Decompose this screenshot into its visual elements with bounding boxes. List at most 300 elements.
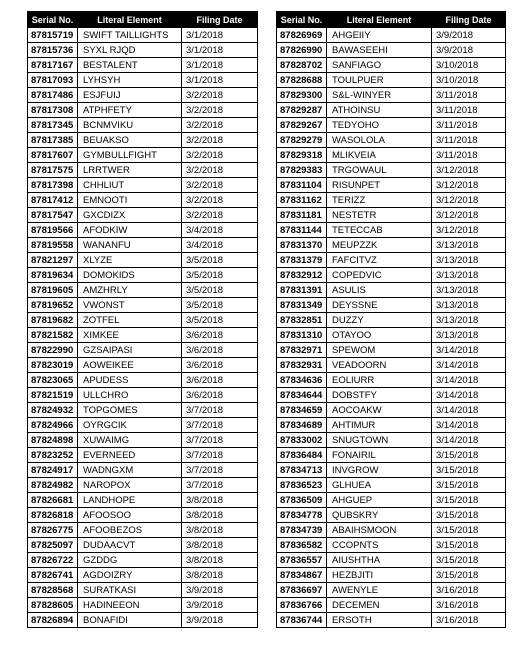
serial-number-cell: 87817575: [28, 163, 78, 178]
filing-date-cell: 3/4/2018: [182, 223, 258, 238]
filing-date-cell: 3/7/2018: [182, 448, 258, 463]
serial-number-cell: 87831349: [277, 298, 327, 313]
serial-number-cell: 87834659: [277, 403, 327, 418]
filing-date-cell: 3/14/2018: [432, 358, 506, 373]
filing-date-cell: 3/15/2018: [432, 508, 506, 523]
table-row: [28, 403, 258, 418]
serial-number-cell: 87836582: [277, 538, 327, 553]
header-row: [28, 12, 258, 28]
filing-date-cell: 3/1/2018: [182, 43, 258, 58]
literal-element-cell: NAROPOX: [78, 478, 182, 493]
table-row: [277, 238, 506, 253]
literal-element-cell: ASULIS: [327, 283, 432, 298]
serial-number-cell: 87823252: [28, 448, 78, 463]
serial-number-cell: 87817412: [28, 193, 78, 208]
serial-number-cell: 87817547: [28, 208, 78, 223]
filing-date-cell: 3/8/2018: [182, 538, 258, 553]
table-row: [28, 523, 258, 538]
literal-element-cell: MEUPZZK: [327, 238, 432, 253]
filing-date-cell: 3/16/2018: [432, 613, 506, 628]
literal-element-cell: DECEMEN: [327, 598, 432, 613]
literal-element-cell: BONAFIDI: [78, 613, 182, 628]
filing-date-cell: 3/13/2018: [432, 253, 506, 268]
filing-date-cell: 3/7/2018: [182, 463, 258, 478]
filing-date-cell: 3/7/2018: [182, 418, 258, 433]
filing-date-cell: 3/8/2018: [182, 553, 258, 568]
serial-number-cell: 87828688: [277, 73, 327, 88]
filing-date-cell: 3/15/2018: [432, 478, 506, 493]
literal-element-cell: AOWEIKEE: [78, 358, 182, 373]
serial-number-cell: 87832971: [277, 343, 327, 358]
literal-element-cell: ULLCHRO: [78, 388, 182, 403]
table-row: [277, 613, 506, 628]
serial-number-cell: 87817167: [28, 58, 78, 73]
filing-date-cell: 3/12/2018: [432, 178, 506, 193]
table-row: [277, 163, 506, 178]
filing-date-cell: 3/13/2018: [432, 313, 506, 328]
literal-element-cell: BEUAKSO: [78, 133, 182, 148]
table-row: [28, 163, 258, 178]
filing-date-cell: 3/1/2018: [182, 28, 258, 43]
table-row: [277, 418, 506, 433]
literal-element-cell: TETECCAB: [327, 223, 432, 238]
literal-element-cell: AHTIMUR: [327, 418, 432, 433]
serial-number-cell: 87828702: [277, 58, 327, 73]
literal-element-cell: TOULPUER: [327, 73, 432, 88]
literal-element-cell: AGDOIZRY: [78, 568, 182, 583]
serial-number-cell: 87831104: [277, 178, 327, 193]
table-row: [277, 73, 506, 88]
literal-element-cell: GYMBULLFIGHT: [78, 148, 182, 163]
serial-number-cell: 87831144: [277, 223, 327, 238]
literal-element-cell: RISUNPET: [327, 178, 432, 193]
header-serial: Serial No.: [277, 12, 327, 28]
serial-number-cell: 87826741: [28, 568, 78, 583]
filing-date-cell: 3/15/2018: [432, 538, 506, 553]
table-row: [28, 193, 258, 208]
filing-date-cell: 3/12/2018: [432, 163, 506, 178]
serial-number-cell: 87817607: [28, 148, 78, 163]
header-element: Literal Element: [78, 12, 182, 28]
table-body: [277, 28, 506, 628]
table-row: [28, 43, 258, 58]
serial-number-cell: 87817308: [28, 103, 78, 118]
filing-date-cell: 3/15/2018: [432, 523, 506, 538]
table-row: [28, 208, 258, 223]
table-row: [277, 223, 506, 238]
serial-number-cell: 87823065: [28, 373, 78, 388]
table-row: [277, 568, 506, 583]
table-row: [277, 583, 506, 598]
literal-element-cell: BAWASEEHI: [327, 43, 432, 58]
table-row: [277, 508, 506, 523]
literal-element-cell: GZSAIPASI: [78, 343, 182, 358]
serial-number-cell: 87831370: [277, 238, 327, 253]
serial-number-cell: 87836744: [277, 613, 327, 628]
filing-date-cell: 3/12/2018: [432, 208, 506, 223]
literal-element-cell: VEADOORN: [327, 358, 432, 373]
literal-element-cell: AFOOBEZOS: [78, 523, 182, 538]
filing-date-cell: 3/15/2018: [432, 448, 506, 463]
serial-number-cell: 87819682: [28, 313, 78, 328]
serial-number-cell: 87824982: [28, 478, 78, 493]
table-row: [277, 88, 506, 103]
serial-number-cell: 87819605: [28, 283, 78, 298]
serial-number-cell: 87836697: [277, 583, 327, 598]
literal-element-cell: SWIFT TAILLIGHTS: [78, 28, 182, 43]
filing-date-cell: 3/5/2018: [182, 268, 258, 283]
filing-date-cell: 3/4/2018: [182, 238, 258, 253]
serial-number-cell: 87833002: [277, 433, 327, 448]
literal-element-cell: ATPHFETY: [78, 103, 182, 118]
filing-date-cell: 3/11/2018: [432, 133, 506, 148]
table-row: [277, 433, 506, 448]
serial-number-cell: 87826818: [28, 508, 78, 523]
literal-element-cell: XUWAIMG: [78, 433, 182, 448]
table-row: [28, 223, 258, 238]
serial-number-cell: 87834739: [277, 523, 327, 538]
table-row: [277, 193, 506, 208]
literal-element-cell: S&L-WINYER: [327, 88, 432, 103]
filing-date-cell: 3/5/2018: [182, 253, 258, 268]
filing-date-cell: 3/13/2018: [432, 298, 506, 313]
table-row: [277, 448, 506, 463]
serial-number-cell: 87829287: [277, 103, 327, 118]
filing-date-cell: 3/13/2018: [432, 268, 506, 283]
table-row: [277, 358, 506, 373]
literal-element-cell: DEYSSNE: [327, 298, 432, 313]
table-row: [28, 313, 258, 328]
filing-date-cell: 3/2/2018: [182, 193, 258, 208]
literal-element-cell: AFOOSOO: [78, 508, 182, 523]
table-row: [28, 88, 258, 103]
filing-date-cell: 3/8/2018: [182, 508, 258, 523]
header-row: [277, 12, 506, 28]
serial-number-cell: 87819566: [28, 223, 78, 238]
filing-date-cell: 3/12/2018: [432, 223, 506, 238]
serial-number-cell: 87834713: [277, 463, 327, 478]
table-row: [28, 553, 258, 568]
table-row: [277, 253, 506, 268]
table-row: [28, 358, 258, 373]
filing-date-cell: 3/7/2018: [182, 478, 258, 493]
literal-element-cell: DUDAACVT: [78, 538, 182, 553]
literal-element-cell: SANFIAGO: [327, 58, 432, 73]
serial-number-cell: 87826722: [28, 553, 78, 568]
filing-date-cell: 3/11/2018: [432, 118, 506, 133]
table-row: [28, 28, 258, 43]
filing-date-cell: 3/8/2018: [182, 568, 258, 583]
literal-element-cell: NESTETR: [327, 208, 432, 223]
table-row: [28, 238, 258, 253]
serial-number-cell: 87832912: [277, 268, 327, 283]
literal-element-cell: BCNMVIKU: [78, 118, 182, 133]
literal-element-cell: LYHSYH: [78, 73, 182, 88]
serial-number-cell: 87817093: [28, 73, 78, 88]
serial-number-cell: 87829318: [277, 148, 327, 163]
serial-number-cell: 87826775: [28, 523, 78, 538]
filing-date-cell: 3/11/2018: [432, 88, 506, 103]
serial-number-cell: 87834778: [277, 508, 327, 523]
table-row: [28, 493, 258, 508]
filing-date-cell: 3/9/2018: [182, 598, 258, 613]
filing-date-cell: 3/14/2018: [432, 403, 506, 418]
literal-element-cell: DOBSTFY: [327, 388, 432, 403]
table-row: [28, 448, 258, 463]
literal-element-cell: AFODKIW: [78, 223, 182, 238]
filing-date-cell: 3/15/2018: [432, 463, 506, 478]
filing-date-cell: 3/2/2018: [182, 118, 258, 133]
serial-number-cell: 87817486: [28, 88, 78, 103]
table-row: [277, 343, 506, 358]
literal-element-cell: EOLIURR: [327, 373, 432, 388]
table-row: [28, 478, 258, 493]
table-row: [28, 508, 258, 523]
literal-element-cell: CHHLIUT: [78, 178, 182, 193]
filing-date-cell: 3/9/2018: [432, 28, 506, 43]
literal-element-cell: GXCDIZX: [78, 208, 182, 223]
serial-number-cell: 87823019: [28, 358, 78, 373]
filing-date-cell: 3/11/2018: [432, 103, 506, 118]
table-row: [277, 43, 506, 58]
literal-element-cell: QUBSKRY: [327, 508, 432, 523]
table-row: [28, 343, 258, 358]
literal-element-cell: ERSOTH: [327, 613, 432, 628]
filing-date-cell: 3/14/2018: [432, 418, 506, 433]
table-row: [277, 478, 506, 493]
literal-element-cell: WANANFU: [78, 238, 182, 253]
serial-number-cell: 87826894: [28, 613, 78, 628]
filing-date-cell: 3/16/2018: [432, 598, 506, 613]
serial-number-cell: 87831310: [277, 328, 327, 343]
filing-date-cell: 3/7/2018: [182, 433, 258, 448]
serial-number-cell: 87834644: [277, 388, 327, 403]
table-row: [28, 283, 258, 298]
literal-element-cell: HADINEEON: [78, 598, 182, 613]
filing-date-cell: 3/15/2018: [432, 553, 506, 568]
filing-date-cell: 3/5/2018: [182, 298, 258, 313]
literal-element-cell: LANDHOPE: [78, 493, 182, 508]
literal-element-cell: APUDESS: [78, 373, 182, 388]
filing-date-cell: 3/2/2018: [182, 148, 258, 163]
serial-number-cell: 87821519: [28, 388, 78, 403]
literal-element-cell: AWENYLE: [327, 583, 432, 598]
serial-number-cell: 87828568: [28, 583, 78, 598]
serial-number-cell: 87829383: [277, 163, 327, 178]
literal-element-cell: SYXL RJQD: [78, 43, 182, 58]
literal-element-cell: ESJFUIJ: [78, 88, 182, 103]
literal-element-cell: DUZZY: [327, 313, 432, 328]
literal-element-cell: OYRGCIK: [78, 418, 182, 433]
filing-date-cell: 3/13/2018: [432, 238, 506, 253]
table-row: [28, 328, 258, 343]
serial-number-cell: 87834689: [277, 418, 327, 433]
serial-number-cell: 87815736: [28, 43, 78, 58]
filing-date-cell: 3/12/2018: [432, 193, 506, 208]
filing-date-cell: 3/6/2018: [182, 343, 258, 358]
literal-element-cell: AHGUEP: [327, 493, 432, 508]
table-row: [277, 373, 506, 388]
serial-number-cell: 87824898: [28, 433, 78, 448]
serial-number-cell: 87824932: [28, 403, 78, 418]
filing-date-cell: 3/10/2018: [432, 58, 506, 73]
serial-number-cell: 87821582: [28, 328, 78, 343]
table-row: [277, 388, 506, 403]
filing-date-cell: 3/1/2018: [182, 58, 258, 73]
serial-number-cell: 87817345: [28, 118, 78, 133]
filing-date-cell: 3/1/2018: [182, 73, 258, 88]
literal-element-cell: OTAYOO: [327, 328, 432, 343]
literal-element-cell: TOPGOMES: [78, 403, 182, 418]
table-row: [28, 253, 258, 268]
table-row: [28, 433, 258, 448]
table-row: [277, 598, 506, 613]
table-row: [28, 73, 258, 88]
serial-number-cell: 87826681: [28, 493, 78, 508]
filing-date-cell: 3/14/2018: [432, 373, 506, 388]
table-body: [28, 28, 258, 628]
filing-date-cell: 3/15/2018: [432, 568, 506, 583]
serial-number-cell: 87821297: [28, 253, 78, 268]
serial-number-cell: 87832851: [277, 313, 327, 328]
literal-element-cell: WASOLOLA: [327, 133, 432, 148]
literal-element-cell: HEZBJITI: [327, 568, 432, 583]
literal-element-cell: TEDYOHO: [327, 118, 432, 133]
literal-element-cell: AHGEIIY: [327, 28, 432, 43]
literal-element-cell: XIMKEE: [78, 328, 182, 343]
literal-element-cell: AMZHRLY: [78, 283, 182, 298]
serial-number-cell: 87822990: [28, 343, 78, 358]
filing-date-cell: 3/14/2018: [432, 433, 506, 448]
table-row: [277, 553, 506, 568]
filing-date-cell: 3/9/2018: [182, 583, 258, 598]
table-row: [28, 298, 258, 313]
table-row: [28, 568, 258, 583]
table-row: [28, 373, 258, 388]
serial-number-cell: 87834636: [277, 373, 327, 388]
table-row: [277, 103, 506, 118]
filing-date-cell: 3/2/2018: [182, 88, 258, 103]
filing-date-cell: 3/10/2018: [432, 73, 506, 88]
table-row: [28, 598, 258, 613]
filing-date-cell: 3/13/2018: [432, 328, 506, 343]
filing-date-cell: 3/13/2018: [432, 283, 506, 298]
serial-number-cell: 87831379: [277, 253, 327, 268]
literal-element-cell: ABAIHSMOON: [327, 523, 432, 538]
table-row: [28, 583, 258, 598]
serial-number-cell: 87826969: [277, 28, 327, 43]
header-element: Literal Element: [327, 12, 432, 28]
table-row: [277, 403, 506, 418]
filing-date-cell: 3/15/2018: [432, 493, 506, 508]
filings-table-left: [27, 11, 258, 628]
serial-number-cell: 87817385: [28, 133, 78, 148]
serial-number-cell: 87824917: [28, 463, 78, 478]
table-row: [28, 133, 258, 148]
table-row: [277, 268, 506, 283]
table-row: [28, 418, 258, 433]
filing-date-cell: 3/6/2018: [182, 328, 258, 343]
literal-element-cell: EVERNEED: [78, 448, 182, 463]
header-date: Filing Date: [432, 12, 506, 28]
serial-number-cell: 87817398: [28, 178, 78, 193]
literal-element-cell: SNUGTOWN: [327, 433, 432, 448]
serial-number-cell: 87826990: [277, 43, 327, 58]
serial-number-cell: 87829300: [277, 88, 327, 103]
table-row: [277, 58, 506, 73]
filing-date-cell: 3/9/2018: [182, 613, 258, 628]
literal-element-cell: INVGROW: [327, 463, 432, 478]
table-row: [28, 58, 258, 73]
filing-date-cell: 3/2/2018: [182, 103, 258, 118]
table-row: [277, 298, 506, 313]
filing-date-cell: 3/11/2018: [432, 148, 506, 163]
table-row: [277, 208, 506, 223]
table-row: [28, 118, 258, 133]
literal-element-cell: AOCOAKW: [327, 403, 432, 418]
literal-element-cell: SURATKASI: [78, 583, 182, 598]
filing-date-cell: 3/14/2018: [432, 388, 506, 403]
table-row: [277, 328, 506, 343]
table-row: [28, 103, 258, 118]
table-row: [277, 523, 506, 538]
table-row: [277, 178, 506, 193]
serial-number-cell: 87831162: [277, 193, 327, 208]
serial-number-cell: 87819634: [28, 268, 78, 283]
literal-element-cell: COPEDVIC: [327, 268, 432, 283]
literal-element-cell: GLHUEA: [327, 478, 432, 493]
literal-element-cell: EMNOOTI: [78, 193, 182, 208]
filing-date-cell: 3/6/2018: [182, 358, 258, 373]
table-row: [28, 463, 258, 478]
filing-date-cell: 3/8/2018: [182, 493, 258, 508]
serial-number-cell: 87831391: [277, 283, 327, 298]
literal-element-cell: FAFCITVZ: [327, 253, 432, 268]
serial-number-cell: 87836766: [277, 598, 327, 613]
literal-element-cell: BESTALENT: [78, 58, 182, 73]
filing-date-cell: 3/2/2018: [182, 208, 258, 223]
table-row: [277, 28, 506, 43]
serial-number-cell: 87834867: [277, 568, 327, 583]
table-row: [277, 493, 506, 508]
literal-element-cell: LRRTWER: [78, 163, 182, 178]
filing-date-cell: 3/5/2018: [182, 313, 258, 328]
literal-element-cell: TERIZZ: [327, 193, 432, 208]
serial-number-cell: 87824966: [28, 418, 78, 433]
literal-element-cell: WADNGXM: [78, 463, 182, 478]
table-row: [28, 178, 258, 193]
table-row: [28, 538, 258, 553]
literal-element-cell: DOMOKIDS: [78, 268, 182, 283]
serial-number-cell: 87819652: [28, 298, 78, 313]
filing-date-cell: 3/2/2018: [182, 163, 258, 178]
table-row: [277, 313, 506, 328]
literal-element-cell: AIUSHTHA: [327, 553, 432, 568]
serial-number-cell: 87836523: [277, 478, 327, 493]
serial-number-cell: 87836509: [277, 493, 327, 508]
literal-element-cell: VWONST: [78, 298, 182, 313]
literal-element-cell: FONAIRIL: [327, 448, 432, 463]
filing-date-cell: 3/7/2018: [182, 403, 258, 418]
serial-number-cell: 87836557: [277, 553, 327, 568]
filing-date-cell: 3/8/2018: [182, 523, 258, 538]
literal-element-cell: ZOTFEL: [78, 313, 182, 328]
literal-element-cell: TRGOWAUL: [327, 163, 432, 178]
literal-element-cell: ATHOINSU: [327, 103, 432, 118]
filing-date-cell: 3/2/2018: [182, 178, 258, 193]
serial-number-cell: 87825097: [28, 538, 78, 553]
filing-date-cell: 3/6/2018: [182, 388, 258, 403]
